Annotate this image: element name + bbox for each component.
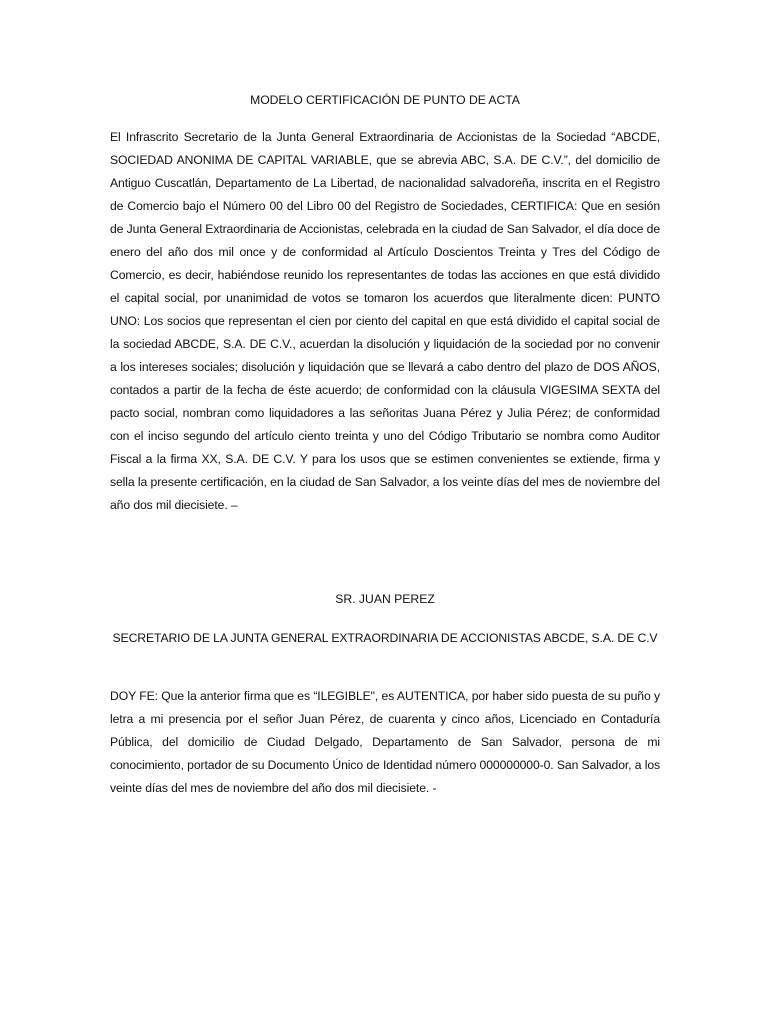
document-title: MODELO CERTIFICACIÓN DE PUNTO DE ACTA <box>250 93 520 107</box>
spacer <box>110 649 660 685</box>
notary-statement: DOY FE: Que la anterior firma que es “ILEGIBLE", es AUTENTICA, por haber sido puesta de su puño y letra a mi presencia por el señor Juan Pérez, de cuarenta y cinco años, Licenciado en Contaduría Pública, del domicilio de Ciudad Delgado, Departamento de San Salvador, persona de mi conocimiento, portador de su Documento Único de Identidad número 000000000-0. San Salvador, a los veinte días del mes de noviembre del año dos mil diecisiete. - <box>110 689 660 795</box>
document-content <box>110 90 660 800</box>
spacer <box>110 517 660 589</box>
signature-name: SR. JUAN PEREZ <box>335 592 435 606</box>
signature-role: SECRETARIO DE LA JUNTA GENERAL EXTRAORDINARIA DE ACCIONISTAS ABCDE, S.A. DE C.V <box>112 631 658 645</box>
certification-body: El Infrascrito Secretario de la Junta General Extraordinaria de Accionistas de la Sociedad “ABCDE, SOCIEDAD ANONIMA DE CAPITAL VARIABLE, que se abrevia ABC, S.A. DE C.V.”, del domicilio de Antiguo Cuscatlán, Departamento de La Libertad, de nacionalidad salvadoreña, inscrita en el Registro de Comercio bajo el Número 00 del Libro 00 del Registro de Sociedades, CERTIFICA: Que en sesión de Junta General Extraordinaria de Accionistas, celebrada en la ciudad de San Salvador, el día doce de enero del año dos mil once y de conformidad al Artículo Doscientos Treinta y Tres del Código de Comercio, es decir, habiéndose reunido los representantes de todas las acciones en que está dividido el capital social, por unanimidad de votos se tomaron los acuerdos que literalmente dicen: PUNTO UNO: Los socios que representan el cien por ciento del capital en que está dividido el capital social de la sociedad ABCDE, S.A. DE C.V., acuerdan la disolución y liquidación de la sociedad por no convenir a los intereses sociales; disolución y liquidación que se llevará a cabo dentro del plazo de DOS AÑOS, contados a partir de la fecha de éste acuerdo; de conformidad con la cláusula VIGESIMA SEXTA del pacto social, nombran como liquidadores a las señoritas Juana Pérez y Julia Pérez; de conformidad con el inciso segundo del artículo ciento treinta y uno del Código Tributario se nombra como Auditor Fiscal a la firma XX, S.A. DE C.V. Y para los usos que se estimen convenientes se extiende, firma y sella la presente certificación, en la ciudad de San Salvador, a los veinte días del mes de noviembre del año dos mil diecisiete. – <box>110 130 660 512</box>
